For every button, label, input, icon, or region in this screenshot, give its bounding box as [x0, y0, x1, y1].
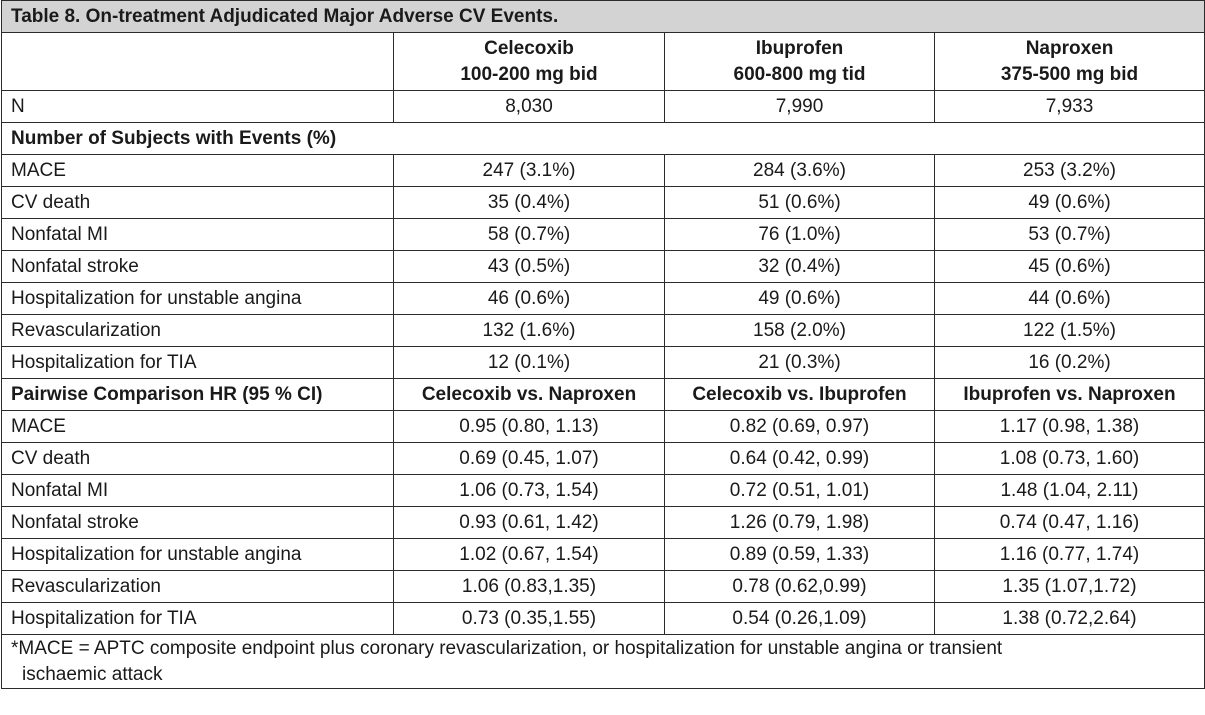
cell-value: 32 (0.4%)	[665, 251, 935, 283]
cell-value: 53 (0.7%)	[935, 219, 1205, 251]
table-row	[2, 507, 1205, 539]
section-row-events	[2, 123, 1205, 155]
cell-value: 45 (0.6%)	[935, 251, 1205, 283]
table-row	[2, 251, 1205, 283]
cell-value: 44 (0.6%)	[935, 283, 1205, 315]
row-label: Hospitalization for unstable angina	[2, 539, 394, 571]
cell-value: 0.93 (0.61, 1.42)	[394, 507, 665, 539]
cell-value: 1.16 (0.77, 1.74)	[935, 539, 1205, 571]
table-row	[2, 315, 1205, 347]
row-label: CV death	[2, 443, 394, 475]
column-header-ibuprofen	[665, 33, 935, 91]
cell-value: 1.38 (0.72,2.64)	[935, 603, 1205, 635]
column-header-row	[2, 33, 1205, 91]
cell-value: 0.69 (0.45, 1.07)	[394, 443, 665, 475]
cell-value: 1.17 (0.98, 1.38)	[935, 411, 1205, 443]
events-table-body	[2, 155, 1205, 379]
row-label: CV death	[2, 187, 394, 219]
cell-value: 8,030	[394, 91, 665, 123]
cell-value: 284 (3.6%)	[665, 155, 935, 187]
cell-value: 46 (0.6%)	[394, 283, 665, 315]
cell-value: 12 (0.1%)	[394, 347, 665, 379]
table-row	[2, 539, 1205, 571]
cell-value: 1.06 (0.83,1.35)	[394, 571, 665, 603]
row-label: Nonfatal MI	[2, 219, 394, 251]
cell-value: 1.08 (0.73, 1.60)	[935, 443, 1205, 475]
table-row	[2, 219, 1205, 251]
row-label: Revascularization	[2, 315, 394, 347]
cell-value: 0.78 (0.62,0.99)	[665, 571, 935, 603]
cell-value: 247 (3.1%)	[394, 155, 665, 187]
cell-value: 0.73 (0.35,1.55)	[394, 603, 665, 635]
cell-value: 0.64 (0.42, 0.99)	[665, 443, 935, 475]
cell-value: 122 (1.5%)	[935, 315, 1205, 347]
cell-value: 21 (0.3%)	[665, 347, 935, 379]
table-row	[2, 475, 1205, 507]
row-label: N	[2, 91, 394, 123]
cell-value: 1.35 (1.07,1.72)	[935, 571, 1205, 603]
column-drug: Naproxen	[1025, 37, 1114, 59]
column-drug: Ibuprofen	[755, 37, 844, 59]
table-row	[2, 155, 1205, 187]
table-row	[2, 187, 1205, 219]
row-label: Nonfatal stroke	[2, 507, 394, 539]
n-row	[2, 91, 1205, 123]
row-label: MACE	[2, 411, 394, 443]
row-label: Nonfatal stroke	[2, 251, 394, 283]
section-heading-comparison: Pairwise Comparison HR (95 % CI)	[2, 379, 394, 411]
cell-value: 1.02 (0.67, 1.54)	[394, 539, 665, 571]
cell-value: 158 (2.0%)	[665, 315, 935, 347]
footnote	[2, 635, 1205, 689]
cell-value: 7,990	[665, 91, 935, 123]
footnote-row	[2, 635, 1205, 689]
cell-value: 43 (0.5%)	[394, 251, 665, 283]
header-empty-cell	[2, 33, 394, 91]
section-heading-events: Number of Subjects with Events (%)	[2, 123, 1205, 155]
row-label: Hospitalization for unstable angina	[2, 283, 394, 315]
column-dose: 100-200 mg bid	[460, 63, 598, 85]
table-row	[2, 411, 1205, 443]
cell-value: 1.06 (0.73, 1.54)	[394, 475, 665, 507]
table-row	[2, 283, 1205, 315]
cell-value: 76 (1.0%)	[665, 219, 935, 251]
cell-value: 0.89 (0.59, 1.33)	[665, 539, 935, 571]
comparison-header: Celecoxib vs. Naproxen	[394, 379, 665, 411]
row-label: Hospitalization for TIA	[2, 347, 394, 379]
cell-value: 58 (0.7%)	[394, 219, 665, 251]
adverse-events-table-container	[1, 0, 1204, 689]
cell-value: 1.48 (1.04, 2.11)	[935, 475, 1205, 507]
table-row	[2, 571, 1205, 603]
cell-value: 253 (3.2%)	[935, 155, 1205, 187]
cell-value: 49 (0.6%)	[665, 283, 935, 315]
footnote-line: *MACE = APTC composite endpoint plus coronary revascularization, or hospitalization for unstable angina or transient	[11, 637, 1003, 659]
footnote-line: ischaemic attack	[22, 663, 163, 685]
table-title-row	[2, 1, 1205, 33]
table-title: Table 8. On-treatment Adjudicated Major Adverse CV Events.	[2, 1, 1205, 33]
column-drug: Celecoxib	[484, 37, 574, 59]
row-label: Revascularization	[2, 571, 394, 603]
cell-value: 35 (0.4%)	[394, 187, 665, 219]
cell-value: 0.54 (0.26,1.09)	[665, 603, 935, 635]
comparison-table-body	[2, 411, 1205, 635]
cell-value: 0.74 (0.47, 1.16)	[935, 507, 1205, 539]
row-label: MACE	[2, 155, 394, 187]
cell-value: 0.82 (0.69, 0.97)	[665, 411, 935, 443]
table-row	[2, 443, 1205, 475]
cell-value: 0.95 (0.80, 1.13)	[394, 411, 665, 443]
comparison-header: Celecoxib vs. Ibuprofen	[665, 379, 935, 411]
table-row	[2, 603, 1205, 635]
column-dose: 600-800 mg tid	[733, 63, 866, 85]
cell-value: 49 (0.6%)	[935, 187, 1205, 219]
comparison-header-row	[2, 379, 1205, 411]
column-header-celecoxib	[394, 33, 665, 91]
column-dose: 375-500 mg bid	[1000, 63, 1139, 85]
row-label: Hospitalization for TIA	[2, 603, 394, 635]
table-row	[2, 347, 1205, 379]
cell-value: 16 (0.2%)	[935, 347, 1205, 379]
adverse-events-table	[1, 0, 1205, 689]
cell-value: 132 (1.6%)	[394, 315, 665, 347]
cell-value: 7,933	[935, 91, 1205, 123]
cell-value: 0.72 (0.51, 1.01)	[665, 475, 935, 507]
column-header-naproxen	[935, 33, 1205, 91]
row-label: Nonfatal MI	[2, 475, 394, 507]
cell-value: 1.26 (0.79, 1.98)	[665, 507, 935, 539]
cell-value: 51 (0.6%)	[665, 187, 935, 219]
comparison-header: Ibuprofen vs. Naproxen	[935, 379, 1205, 411]
